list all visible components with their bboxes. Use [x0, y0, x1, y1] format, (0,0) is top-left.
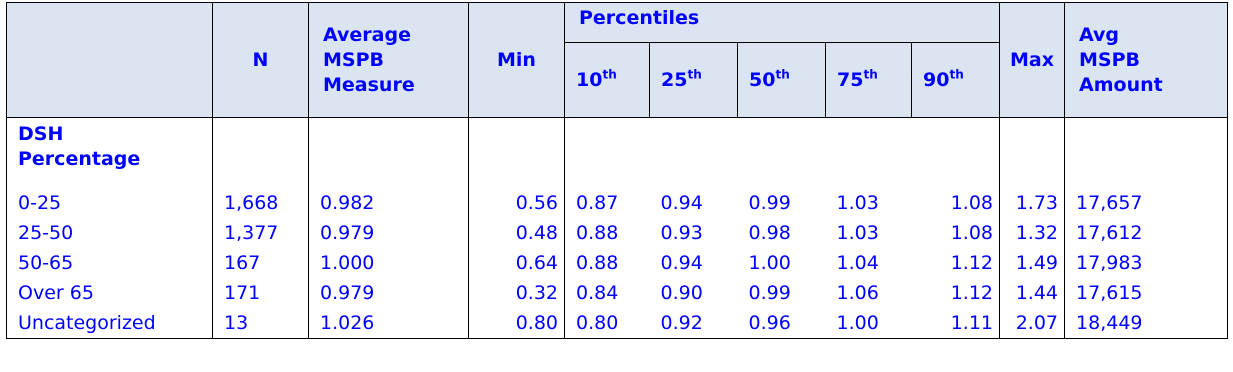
row-p25: 0.94: [660, 191, 703, 214]
row-p50: 0.98: [748, 221, 791, 244]
row-max: 1.32: [1000, 218, 1065, 248]
row-p10: 0.87: [565, 188, 650, 218]
row-avg-measure: 0.982: [309, 188, 469, 218]
row-p25: 0.90: [660, 281, 703, 304]
header-max: Max: [1000, 3, 1065, 118]
header-n: N: [213, 3, 309, 118]
row-p25: 0.92: [650, 308, 738, 339]
group-label-line-1: DSH: [18, 123, 64, 145]
header-p10: 10th: [565, 43, 650, 118]
row-amount: 17,615: [1065, 278, 1228, 308]
row-amount: 17,657: [1065, 188, 1228, 218]
row-min: 0.80: [469, 308, 565, 339]
header-average-line-3: Measure: [323, 73, 415, 96]
row-n: 167: [213, 248, 309, 278]
row-p50: 0.96: [738, 308, 826, 339]
row-p50: 1.00: [748, 251, 791, 274]
group-label-line-2: Percentage: [18, 148, 141, 170]
row-amount: 17,612: [1065, 218, 1228, 248]
group-label: [7, 118, 213, 188]
row-max: 1.44: [1000, 278, 1065, 308]
header-p90: 90th: [912, 43, 1000, 118]
row-max: 2.07: [1000, 308, 1065, 339]
row-avg-measure: 0.979: [309, 218, 469, 248]
table-row: [7, 308, 1228, 339]
header-min: Min: [469, 3, 565, 118]
header-average-line-2: MSPB: [323, 48, 384, 71]
table-row: [7, 218, 1228, 248]
row-min: 0.32: [469, 278, 565, 308]
group-label-row: [7, 118, 1228, 188]
header-amount-line-1: Avg: [1079, 23, 1120, 46]
row-category: 50-65: [7, 248, 213, 278]
row-category: 25-50: [7, 218, 213, 248]
row-n: 1,668: [213, 188, 309, 218]
mspb-statistics-table: [6, 2, 1228, 339]
row-p90: 1.11: [912, 308, 1000, 339]
row-p75: 1.03: [836, 191, 879, 214]
row-n: 171: [213, 278, 309, 308]
table-row: [7, 248, 1228, 278]
row-avg-measure: 1.026: [309, 308, 469, 339]
header-p75: 75th: [826, 43, 912, 118]
row-p75: 1.00: [826, 308, 912, 339]
table-row: [7, 278, 1228, 308]
row-p25: 0.94: [660, 251, 703, 274]
row-p10: 0.88: [565, 218, 650, 248]
row-max: 1.49: [1000, 248, 1065, 278]
header-amount-line-3: Amount: [1079, 73, 1163, 96]
row-p10: 0.84: [565, 278, 650, 308]
row-avg-measure: 1.000: [309, 248, 469, 278]
row-category: 0-25: [7, 188, 213, 218]
row-p90: 1.12: [912, 278, 1000, 308]
header-average-mspb-measure: [309, 3, 469, 118]
header-average-line-1: Average: [323, 23, 411, 46]
row-p75: 1.06: [836, 281, 879, 304]
row-amount: 18,449: [1065, 308, 1228, 339]
row-p10: 0.80: [565, 308, 650, 339]
row-max: 1.73: [1000, 188, 1065, 218]
header-p25: 25th: [650, 43, 738, 118]
row-p90: 1.08: [912, 218, 1000, 248]
table-row: [7, 188, 1228, 218]
row-category: Over 65: [7, 278, 213, 308]
row-p75: 1.04: [836, 251, 879, 274]
header-percentiles: Percentiles: [565, 3, 1000, 43]
row-n: 13: [213, 308, 309, 339]
row-amount: 17,983: [1065, 248, 1228, 278]
row-n: 1,377: [213, 218, 309, 248]
row-min: 0.48: [469, 218, 565, 248]
header-avg-mspb-amount: [1065, 3, 1228, 118]
row-p90: 1.12: [912, 248, 1000, 278]
row-p75: 1.03: [836, 221, 879, 244]
row-category: Uncategorized: [7, 308, 213, 339]
header-row-1: [7, 3, 1228, 43]
row-p10: 0.88: [565, 248, 650, 278]
header-p50: 50th: [738, 43, 826, 118]
row-p25: 0.93: [660, 221, 703, 244]
row-p50: 0.99: [748, 281, 791, 304]
header-amount-line-2: MSPB: [1079, 48, 1141, 71]
row-min: 0.64: [469, 248, 565, 278]
row-p50: 0.99: [748, 191, 791, 214]
row-avg-measure: 0.979: [309, 278, 469, 308]
header-blank: [7, 3, 213, 118]
row-min: 0.56: [469, 188, 565, 218]
row-p90: 1.08: [912, 188, 1000, 218]
